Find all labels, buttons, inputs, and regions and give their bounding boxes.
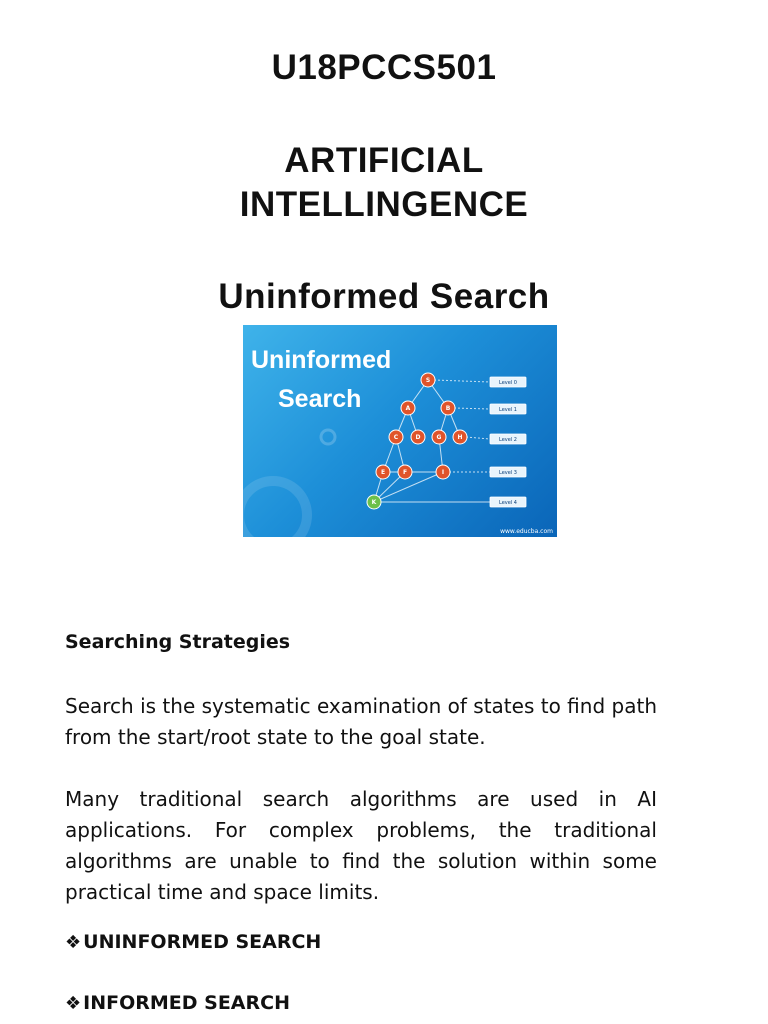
level-label: Level 4: [499, 500, 517, 506]
diamond-bullet-icon: ❖: [65, 992, 82, 1014]
level-label: Level 3: [499, 470, 517, 476]
banner-title-line2: Search: [278, 385, 362, 413]
paragraph-traditional-algorithms: Many traditional search algorithms are used in AI applications. For complex problems, the traditional algorithms are unable to find the solution within some practical time and space limits.: [65, 787, 657, 904]
svg-text:K: K: [371, 499, 377, 506]
svg-text:G: G: [436, 434, 442, 441]
tree-nodes: [367, 373, 467, 509]
svg-text:A: A: [405, 405, 411, 412]
tree-node: [411, 430, 425, 444]
bullet-uninformed-search: [65, 931, 321, 953]
svg-text:I: I: [441, 469, 445, 476]
tree-node-goal: [367, 495, 381, 509]
paragraph-search-definition: Search is the systematic examination of states to find path from the start/root state to the goal state.: [65, 694, 657, 749]
tree-node-root: [421, 373, 435, 387]
topic-title: Uninformed Search: [218, 277, 550, 316]
course-title: [0, 139, 768, 227]
banner-title-line1: Uninformed: [251, 346, 392, 374]
bullet-informed-search: [65, 992, 290, 1014]
tree-node: [453, 430, 467, 444]
course-title-line2: INTELLINGENCE: [239, 185, 529, 224]
svg-text:H: H: [457, 434, 463, 441]
bullet-text: INFORMED SEARCH: [83, 992, 290, 1014]
diamond-bullet-icon: ❖: [65, 931, 82, 953]
svg-text:C: C: [393, 434, 399, 441]
svg-text:F: F: [402, 469, 408, 476]
level-label: Level 2: [499, 437, 517, 443]
tree-node: [389, 430, 403, 444]
tree-node: [401, 401, 415, 415]
gear-decoration-icon: [243, 481, 307, 537]
tree-node: [436, 465, 450, 479]
gear-decoration-icon: [321, 430, 335, 444]
tree-node: [398, 465, 412, 479]
course-title-line1: ARTIFICIAL: [284, 141, 484, 180]
level-label: Level 1: [499, 407, 517, 413]
bullet-text: UNINFORMED SEARCH: [83, 931, 322, 953]
svg-text:D: D: [415, 434, 421, 441]
tree-node: [376, 465, 390, 479]
svg-text:E: E: [380, 469, 386, 476]
level-label: Level 0: [499, 380, 517, 386]
svg-text:S: S: [425, 377, 431, 384]
svg-text:B: B: [445, 405, 451, 412]
search-tree-illustration: [243, 325, 557, 537]
tree-node: [441, 401, 455, 415]
tree-node: [432, 430, 446, 444]
section-heading: Searching Strategies: [65, 631, 291, 653]
level-labels: [490, 377, 526, 507]
uninformed-search-banner-image: [243, 325, 557, 537]
course-code: U18PCCS501: [271, 48, 497, 87]
watermark: www.educba.com: [500, 528, 553, 535]
